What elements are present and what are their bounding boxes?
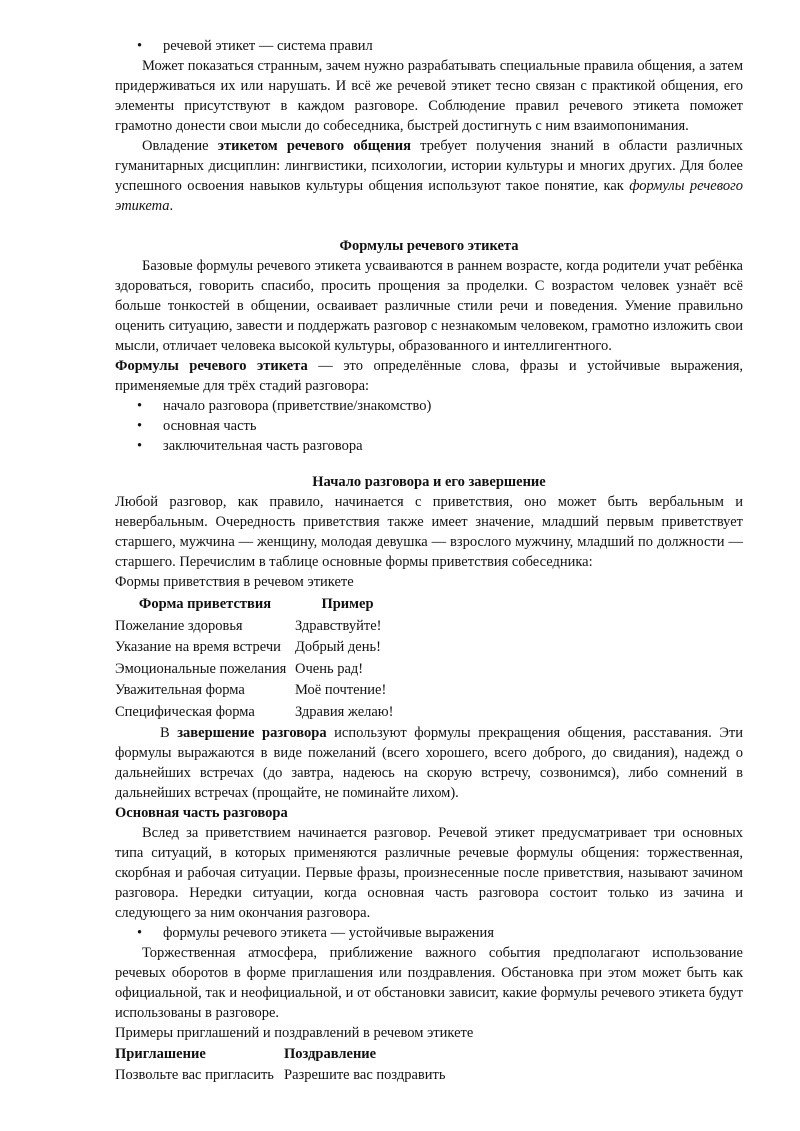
bullet-list-top: [115, 36, 743, 56]
invitations-table: [115, 1044, 445, 1086]
bullet-list-formulas: [115, 923, 743, 943]
table-row: [115, 680, 400, 702]
table-header-row: [115, 1044, 445, 1065]
table-header-row: [115, 594, 400, 616]
table-row: [115, 616, 400, 638]
table-cell: Эмоциональные пожелания: [115, 660, 287, 677]
table-caption-greetings: Формы приветствия в речевом этикете: [115, 574, 354, 590]
table-cell: Очень рад!: [295, 660, 364, 677]
table-cell: Позвольте вас пригласить: [115, 1067, 274, 1083]
column-header: Форма приветствия: [138, 596, 272, 612]
table-row: [115, 637, 400, 659]
bold-term: Формулы речевого этикета: [115, 358, 308, 374]
paragraph-definition: Формулы речевого этикета — это определённые слова, фразы и устойчивые выражения, применяемые для трёх стадий разговора:: [115, 358, 744, 394]
column-header: Поздравление: [284, 1046, 377, 1062]
table-caption-invitations: Примеры приглашений и поздравлений в речевом этикете: [115, 1025, 474, 1041]
table-cell: Здравствуйте!: [295, 617, 382, 634]
table-cell: Специфическая форма: [115, 703, 255, 720]
table-cell: Пожелание здоровья: [115, 617, 243, 634]
paragraph-main-part: Вслед за приветствием начинается разговор. Речевой этикет предусматривает три основных типа ситуаций, в которых применяются различные речевые формулы общения: торжественная, скорбная и рабочая ситуации. Первые фразы, произнесенные после приветствия, называют зачином разговора. Нередки ситуации, когда основная часть разговора состоит только из зачина и следующего за ним окончания разговора.: [115, 825, 743, 921]
subheading-main-part: Основная часть разговора: [115, 805, 288, 821]
table-cell: Добрый день!: [295, 639, 381, 655]
list-item: • основная часть: [115, 416, 743, 436]
section-heading-formulas: Формулы речевого этикета: [339, 238, 519, 254]
paragraph-basic-formulas: Базовые формулы речевого этикета усваиваются в раннем возрасте, когда родители учат ребёнка здороваться, говорить спасибо, просить прощения за проделки. С возрастом человек узнаёт всё больше тонкостей в общении, осваивает различные стили речи и поведения. Умение правильно оценить ситуацию, завести и поддержать разговор с незнакомым человеком, грамотно изложить свои мысли, отличает человека высокой культуры, образованного и интеллигентного.: [115, 258, 743, 354]
bold-term: завершение разговора: [177, 725, 327, 741]
bold-term: этикетом речевого общения: [217, 138, 411, 154]
list-item: • начало разговора (приветствие/знакомство): [115, 396, 743, 416]
table-cell: Уважительная форма: [115, 682, 245, 698]
paragraph-farewell: В завершение разговора используют формулы прекращения общения, расставания. Эти формулы выражаются в виде пожеланий (всего хорошего, всего доброго, до свидания), надежд о дальнейших встречах (до завтра, надеюсь на скорую встречу, созвонимся), либо сомнений в дальнейших встречах (прощайте, не поминайте лихом).: [115, 725, 743, 801]
stages-list: [115, 396, 743, 456]
table-row: [115, 702, 400, 724]
table-cell: Моё почтение!: [295, 682, 387, 698]
table-cell: Здравия желаю!: [295, 703, 394, 720]
list-item: • формулы речевого этикета — устойчивые выражения: [115, 923, 743, 943]
paragraph-greeting: Любой разговор, как правило, начинается с приветствия, оно может быть вербальным и невербальным. Очередность приветствия также имеет значение, младший первым приветствует старшего, мужчина — женщину, молодая девушка — взрослого мужчину, младший по должности — старшего. Перечислим в таблице основные формы приветствия собеседника:: [115, 494, 743, 570]
document-body: [115, 36, 743, 1086]
table-row: [115, 659, 400, 681]
paragraph-mastery: Овладение этикетом речевого общения требует получения знаний в области различных гуманитарных дисциплин: лингвистики, психологии, истории культуры и многих других. Для более успешного освоения навыков культуры общения используют такое понятие, как формулы речевого этикета.: [115, 138, 743, 214]
paragraph-intro: Может показаться странным, зачем нужно разрабатывать специальные правила общения, а затем придерживаться их или нарушать. И всё же речевой этикет тесно связан с практикой общения, его элементы присутствуют в каждом разговоре. Соблюдение правил речевого этикета поможет грамотно донести свои мысли до собеседника, быстрей достигнуть с ним взаимопонимания.: [115, 58, 743, 134]
greetings-table: [115, 594, 400, 723]
table-cell: Разрешите вас поздравить: [284, 1067, 446, 1083]
list-item: • заключительная часть разговора: [115, 436, 743, 456]
column-header: Пример: [321, 596, 374, 612]
table-row: [115, 1065, 445, 1086]
section-heading-start-end: Начало разговора и его завершение: [312, 474, 546, 490]
column-header: Приглашение: [115, 1046, 206, 1062]
paragraph-solemn: Торжественная атмосфера, приближение важного события предполагают использование речевых оборотов в форме приглашения или поздравления. Обстановка при этом может быть как официальной, так и неофициальной, и от обстановки зависит, какие формулы речевого этикета будут использованы в разговоре.: [115, 945, 743, 1021]
list-item: • речевой этикет — система правил: [115, 36, 743, 56]
table-cell: Указание на время встречи: [115, 639, 281, 655]
italic-term: формулы речевого этикета: [115, 178, 743, 214]
